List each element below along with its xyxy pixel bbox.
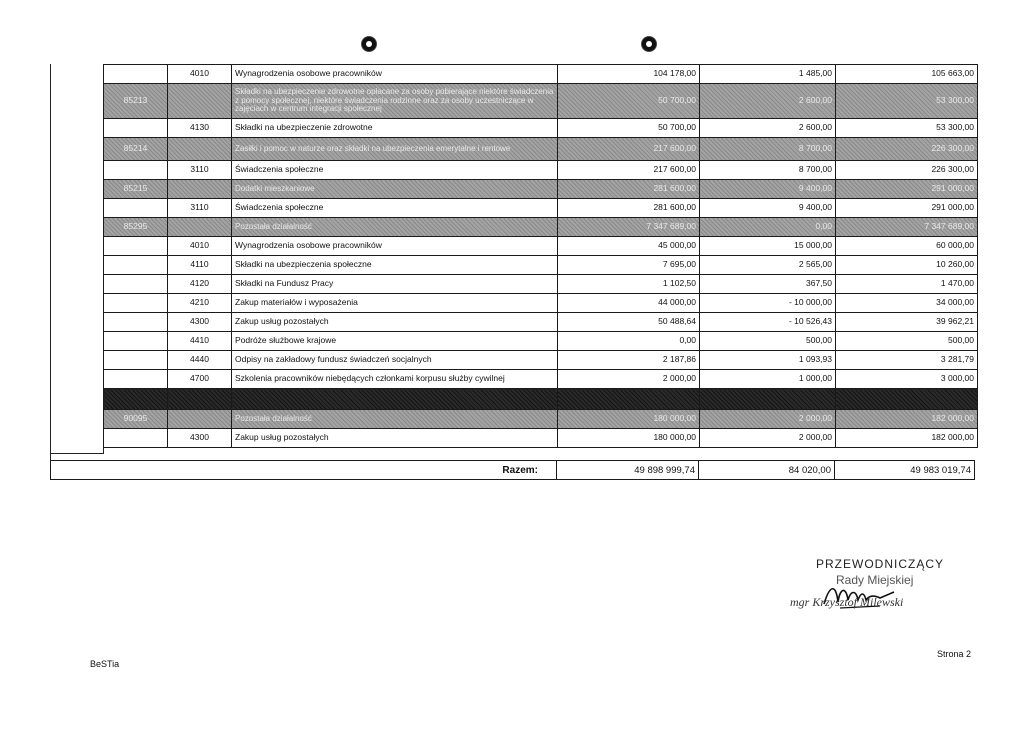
section-code <box>104 313 168 332</box>
section-code <box>104 161 168 180</box>
change-amount: 1 093,93 <box>700 351 836 370</box>
description: Świadczenia społeczne <box>232 161 558 180</box>
plan-amount: 217 600,00 <box>558 138 700 161</box>
footer-software: BeSTia <box>90 659 120 669</box>
change-amount: 15 000,00 <box>700 237 836 256</box>
section-code: 90095 <box>104 410 168 429</box>
total-after: 49 983 019,74 <box>835 461 975 480</box>
paragraph-code <box>168 410 232 429</box>
change-amount: 1 000,00 <box>700 370 836 389</box>
after-amount: 105 663,00 <box>836 65 978 84</box>
budget-table-body <box>104 65 978 448</box>
plan-amount: 50 700,00 <box>558 84 700 119</box>
after-amount: 291 000,00 <box>836 199 978 218</box>
table-row <box>104 351 978 370</box>
table-row <box>104 313 978 332</box>
section-code <box>104 199 168 218</box>
change-amount: - 10 526,43 <box>700 313 836 332</box>
after-amount: 500,00 <box>836 332 978 351</box>
paragraph-code: 3110 <box>168 161 232 180</box>
description: Szkolenia pracowników niebędących członkami korpusu służby cywilnej <box>232 370 558 389</box>
paragraph-code: 3110 <box>168 199 232 218</box>
table-row <box>104 119 978 138</box>
description: Pozostała działalność <box>232 218 558 237</box>
description: Świadczenia społeczne <box>232 199 558 218</box>
bottom-left-line <box>50 453 104 454</box>
section-code <box>104 65 168 84</box>
table-row <box>104 237 978 256</box>
plan-amount: 1 102,50 <box>558 275 700 294</box>
change-amount: 1 485,00 <box>700 65 836 84</box>
section-code: 85214 <box>104 138 168 161</box>
table-row <box>104 256 978 275</box>
description: Pozostała działalność <box>232 410 558 429</box>
table-row <box>104 84 978 119</box>
paragraph-code: 4130 <box>168 119 232 138</box>
description: Zakup usług pozostałych <box>232 429 558 448</box>
punch-hole-right <box>642 37 656 51</box>
section-code: 85213 <box>104 84 168 119</box>
plan-amount: 7 695,00 <box>558 256 700 275</box>
signature-title: PRZEWODNICZĄCY <box>816 557 944 571</box>
table-row <box>104 161 978 180</box>
after-amount: 39 962,21 <box>836 313 978 332</box>
description: Podróże służbowe krajowe <box>232 332 558 351</box>
change-amount <box>700 389 836 410</box>
paragraph-code: 4700 <box>168 370 232 389</box>
signature-body: Rady Miejskiej <box>836 573 914 587</box>
change-amount: 8 700,00 <box>700 161 836 180</box>
plan-amount: 180 000,00 <box>558 429 700 448</box>
change-amount: 0,00 <box>700 218 836 237</box>
plan-amount: 0,00 <box>558 332 700 351</box>
change-amount: 367,50 <box>700 275 836 294</box>
paragraph-code: 4110 <box>168 256 232 275</box>
plan-amount <box>558 389 700 410</box>
table-row <box>104 218 978 237</box>
after-amount: 226 300,00 <box>836 138 978 161</box>
section-code <box>104 429 168 448</box>
plan-amount: 2 187,86 <box>558 351 700 370</box>
section-code: 85295 <box>104 218 168 237</box>
after-amount: 226 300,00 <box>836 161 978 180</box>
change-amount: 2 600,00 <box>700 84 836 119</box>
paragraph-code: 4410 <box>168 332 232 351</box>
change-amount: - 10 000,00 <box>700 294 836 313</box>
change-amount: 9 400,00 <box>700 199 836 218</box>
description: Wynagrodzenia osobowe pracowników <box>232 237 558 256</box>
paragraph-code: 4440 <box>168 351 232 370</box>
description: Zakup materiałów i wyposażenia <box>232 294 558 313</box>
table-row <box>104 332 978 351</box>
section-code <box>104 351 168 370</box>
after-amount: 10 260,00 <box>836 256 978 275</box>
plan-amount: 180 000,00 <box>558 410 700 429</box>
description: Składki na ubezpieczenie zdrowotne <box>232 119 558 138</box>
total-table <box>50 460 975 480</box>
after-amount: 34 000,00 <box>836 294 978 313</box>
description: Dodatki mieszkaniowe <box>232 180 558 199</box>
table-row <box>104 199 978 218</box>
table-row <box>104 410 978 429</box>
paragraph-code <box>168 84 232 119</box>
table-row <box>104 389 978 410</box>
table-row <box>104 294 978 313</box>
section-code <box>104 237 168 256</box>
table-row <box>104 180 978 199</box>
section-code <box>104 389 168 410</box>
plan-amount: 50 700,00 <box>558 119 700 138</box>
total-plan: 49 898 999,74 <box>557 461 699 480</box>
paragraph-code <box>168 180 232 199</box>
plan-amount: 281 600,00 <box>558 180 700 199</box>
left-border-line <box>50 64 51 478</box>
table-row <box>104 429 978 448</box>
description: Zasiłki i pomoc w naturze oraz składki na ubezpieczenia emerytalne i rentowe <box>232 138 558 161</box>
after-amount: 53 300,00 <box>836 119 978 138</box>
after-amount: 7 347 689,00 <box>836 218 978 237</box>
section-code <box>104 294 168 313</box>
description: Składki na ubezpieczenia społeczne <box>232 256 558 275</box>
budget-table <box>103 64 978 448</box>
change-amount: 2 565,00 <box>700 256 836 275</box>
paragraph-code: 4210 <box>168 294 232 313</box>
change-amount: 500,00 <box>700 332 836 351</box>
paragraph-code: 4010 <box>168 65 232 84</box>
table-row <box>104 370 978 389</box>
section-code <box>104 275 168 294</box>
description: Zakup usług pozostałych <box>232 313 558 332</box>
footer-page-number: Strona 2 <box>937 649 972 659</box>
plan-amount: 45 000,00 <box>558 237 700 256</box>
table-row <box>104 275 978 294</box>
paragraph-code: 4300 <box>168 313 232 332</box>
plan-amount: 281 600,00 <box>558 199 700 218</box>
description <box>232 389 558 410</box>
paragraph-code: 4120 <box>168 275 232 294</box>
description: Wynagrodzenia osobowe pracowników <box>232 65 558 84</box>
description: Składki na ubezpieczenie zdrowotne opłacane za osoby pobierające niektóre świadczenia z pomocy społecznej, niektóre świadczenia rodzinne oraz za osoby uczestniczące w zajęciach w centrum integracji społecznej <box>232 84 558 119</box>
section-code <box>104 370 168 389</box>
plan-amount: 44 000,00 <box>558 294 700 313</box>
plan-amount: 7 347 689,00 <box>558 218 700 237</box>
table-row <box>104 65 978 84</box>
change-amount: 2 000,00 <box>700 410 836 429</box>
after-amount: 3 000,00 <box>836 370 978 389</box>
change-amount: 9 400,00 <box>700 180 836 199</box>
plan-amount: 104 178,00 <box>558 65 700 84</box>
change-amount: 8 700,00 <box>700 138 836 161</box>
plan-amount: 50 488,64 <box>558 313 700 332</box>
section-code <box>104 256 168 275</box>
punch-hole-left <box>362 37 376 51</box>
total-label: Razem: <box>51 461 557 480</box>
signature-name: mgr Krzysztof Milewski <box>790 595 904 609</box>
section-code: 85215 <box>104 180 168 199</box>
change-amount: 2 000,00 <box>700 429 836 448</box>
total-change: 84 020,00 <box>699 461 835 480</box>
change-amount: 2 600,00 <box>700 119 836 138</box>
paragraph-code <box>168 218 232 237</box>
after-amount: 182 000,00 <box>836 429 978 448</box>
after-amount: 1 470,00 <box>836 275 978 294</box>
plan-amount: 2 000,00 <box>558 370 700 389</box>
paragraph-code: 4300 <box>168 429 232 448</box>
after-amount: 291 000,00 <box>836 180 978 199</box>
after-amount: 53 300,00 <box>836 84 978 119</box>
after-amount: 182 000,00 <box>836 410 978 429</box>
after-amount: 3 281,79 <box>836 351 978 370</box>
paragraph-code <box>168 138 232 161</box>
description: Odpisy na zakładowy fundusz świadczeń socjalnych <box>232 351 558 370</box>
after-amount <box>836 389 978 410</box>
paragraph-code: 4010 <box>168 237 232 256</box>
description: Składki na Fundusz Pracy <box>232 275 558 294</box>
section-code <box>104 119 168 138</box>
after-amount: 60 000,00 <box>836 237 978 256</box>
total-row <box>51 461 975 480</box>
paragraph-code <box>168 389 232 410</box>
plan-amount: 217 600,00 <box>558 161 700 180</box>
section-code <box>104 332 168 351</box>
table-row <box>104 138 978 161</box>
